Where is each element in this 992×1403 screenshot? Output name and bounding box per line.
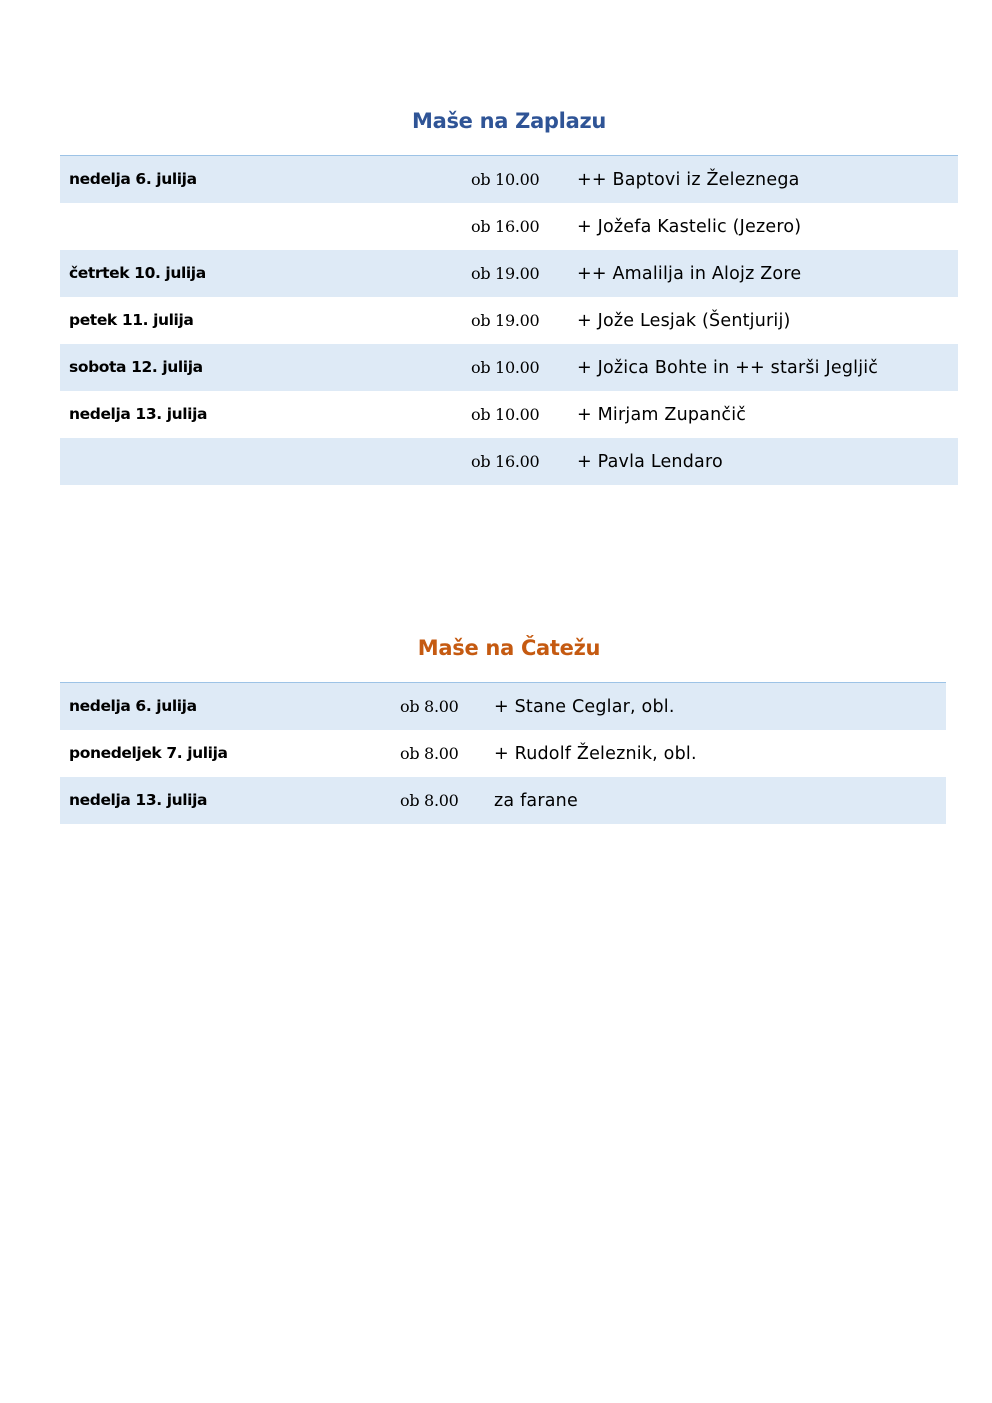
mass-intention: ++ Baptovi iz Železnega: [577, 170, 800, 190]
mass-intention: za farane: [494, 791, 578, 811]
mass-time: ob 10.00: [471, 405, 540, 424]
zaplaz-mass-table: [60, 155, 958, 485]
mass-day: nedelja 13. julija: [69, 791, 208, 809]
mass-intention: + Jože Lesjak (Šentjurij): [577, 311, 791, 331]
mass-intention: + Rudolf Železnik, obl.: [494, 744, 697, 764]
catez-section-title: Maše na Čatežu: [417, 636, 601, 660]
table-row: [60, 156, 958, 203]
table-row: [60, 683, 946, 730]
table-row: [60, 438, 958, 485]
mass-intention: + Mirjam Zupančič: [577, 405, 747, 425]
mass-time: ob 16.00: [471, 452, 540, 471]
mass-day: nedelja 6. julija: [69, 697, 197, 715]
table-row: [60, 297, 958, 344]
mass-intention: + Pavla Lendaro: [577, 452, 723, 472]
mass-time: ob 8.00: [400, 697, 459, 716]
table-row: [60, 777, 946, 824]
mass-time: ob 10.00: [471, 358, 540, 377]
mass-time: ob 8.00: [400, 791, 459, 810]
mass-intention: + Jožica Bohte in ++ starši Jegljič: [577, 358, 879, 378]
mass-intention: ++ Amalilja in Alojz Zore: [577, 264, 802, 284]
zaplaz-section-title: Maše na Zaplazu: [411, 109, 607, 133]
table-row: [60, 391, 958, 438]
mass-day: četrtek 10. julija: [69, 264, 206, 282]
mass-time: ob 8.00: [400, 744, 459, 763]
mass-time: ob 10.00: [471, 170, 540, 189]
table-row: [60, 203, 958, 250]
table-row: [60, 730, 946, 777]
table-row: [60, 344, 958, 391]
mass-time: ob 16.00: [471, 217, 540, 236]
mass-intention: + Stane Ceglar, obl.: [494, 697, 675, 717]
catez-mass-table: [60, 682, 946, 824]
mass-time: ob 19.00: [471, 264, 540, 283]
table-row: [60, 250, 958, 297]
mass-time: ob 19.00: [471, 311, 540, 330]
mass-intention: + Jožefa Kastelic (Jezero): [577, 217, 802, 237]
mass-day: sobota 12. julija: [69, 358, 203, 376]
mass-day: nedelja 13. julija: [69, 405, 208, 423]
mass-day: nedelja 6. julija: [69, 170, 197, 188]
mass-day: ponedeljek 7. julija: [69, 744, 228, 762]
mass-day: petek 11. julija: [69, 311, 194, 329]
